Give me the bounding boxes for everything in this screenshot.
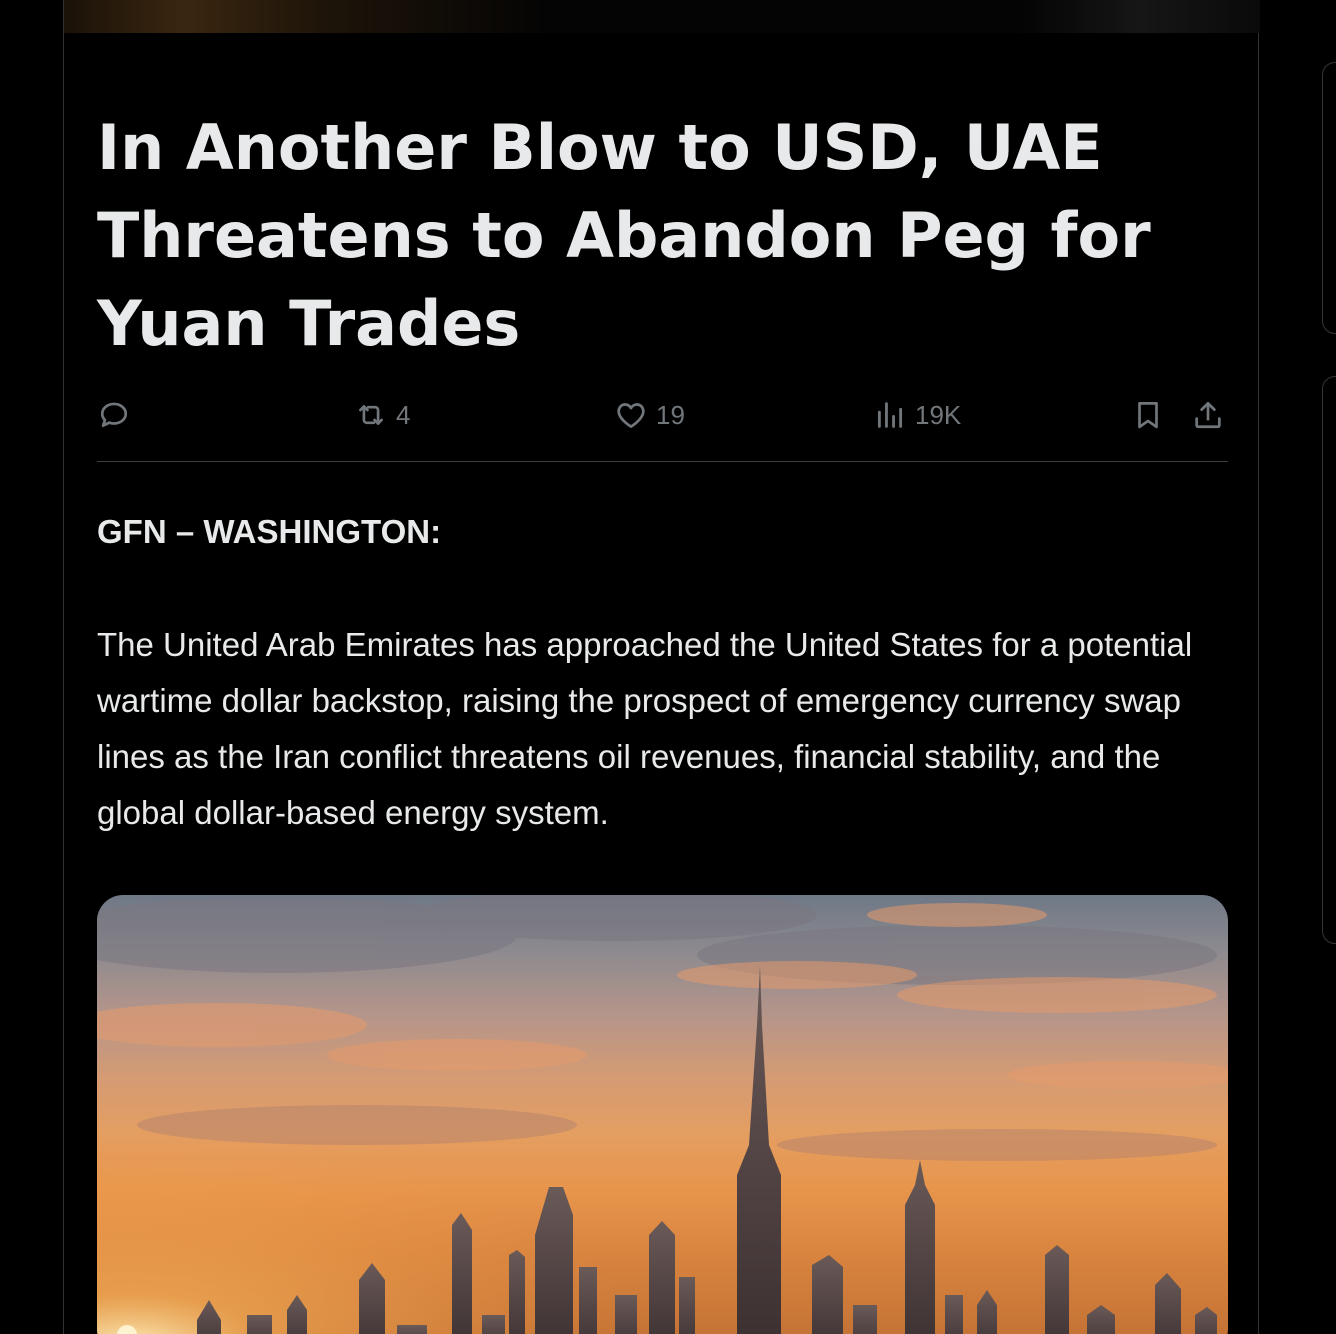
repost-button[interactable] bbox=[354, 392, 410, 438]
views-count: 19K bbox=[915, 399, 962, 430]
reply-button[interactable] bbox=[97, 392, 139, 438]
previous-media-strip[interactable] bbox=[64, 0, 1260, 33]
heart-icon bbox=[614, 398, 648, 432]
action-bar bbox=[97, 392, 1228, 438]
share-button[interactable] bbox=[1191, 392, 1225, 438]
article-body: The United Arab Emirates has approached the United States for a potential wartime dollar backstop, raising the prospect of emergency currency swap lines as the Iran conflict threatens oil revenues, financial stability, and the global dollar-based energy system. bbox=[97, 626, 1193, 831]
right-panel-edge bbox=[1322, 376, 1336, 944]
article-image[interactable] bbox=[97, 895, 1228, 1334]
action-divider bbox=[97, 461, 1228, 462]
bookmark-button[interactable] bbox=[1131, 392, 1165, 438]
right-panel-edge bbox=[1322, 62, 1336, 334]
bookmark-icon bbox=[1131, 398, 1165, 432]
article-dateline: GFN – WASHINGTON: bbox=[97, 513, 442, 550]
like-count: 19 bbox=[656, 399, 685, 430]
views-button[interactable] bbox=[873, 392, 961, 438]
reply-icon bbox=[97, 398, 131, 432]
views-icon bbox=[873, 398, 907, 432]
repost-count: 4 bbox=[396, 399, 411, 430]
repost-icon bbox=[354, 398, 388, 432]
share-icon bbox=[1191, 398, 1225, 432]
skyline-illustration bbox=[97, 895, 1228, 1334]
article-title: In Another Blow to USD, UAE Threatens to Abandon Peg for Yuan Trades bbox=[97, 111, 1151, 360]
like-button[interactable] bbox=[614, 392, 685, 438]
